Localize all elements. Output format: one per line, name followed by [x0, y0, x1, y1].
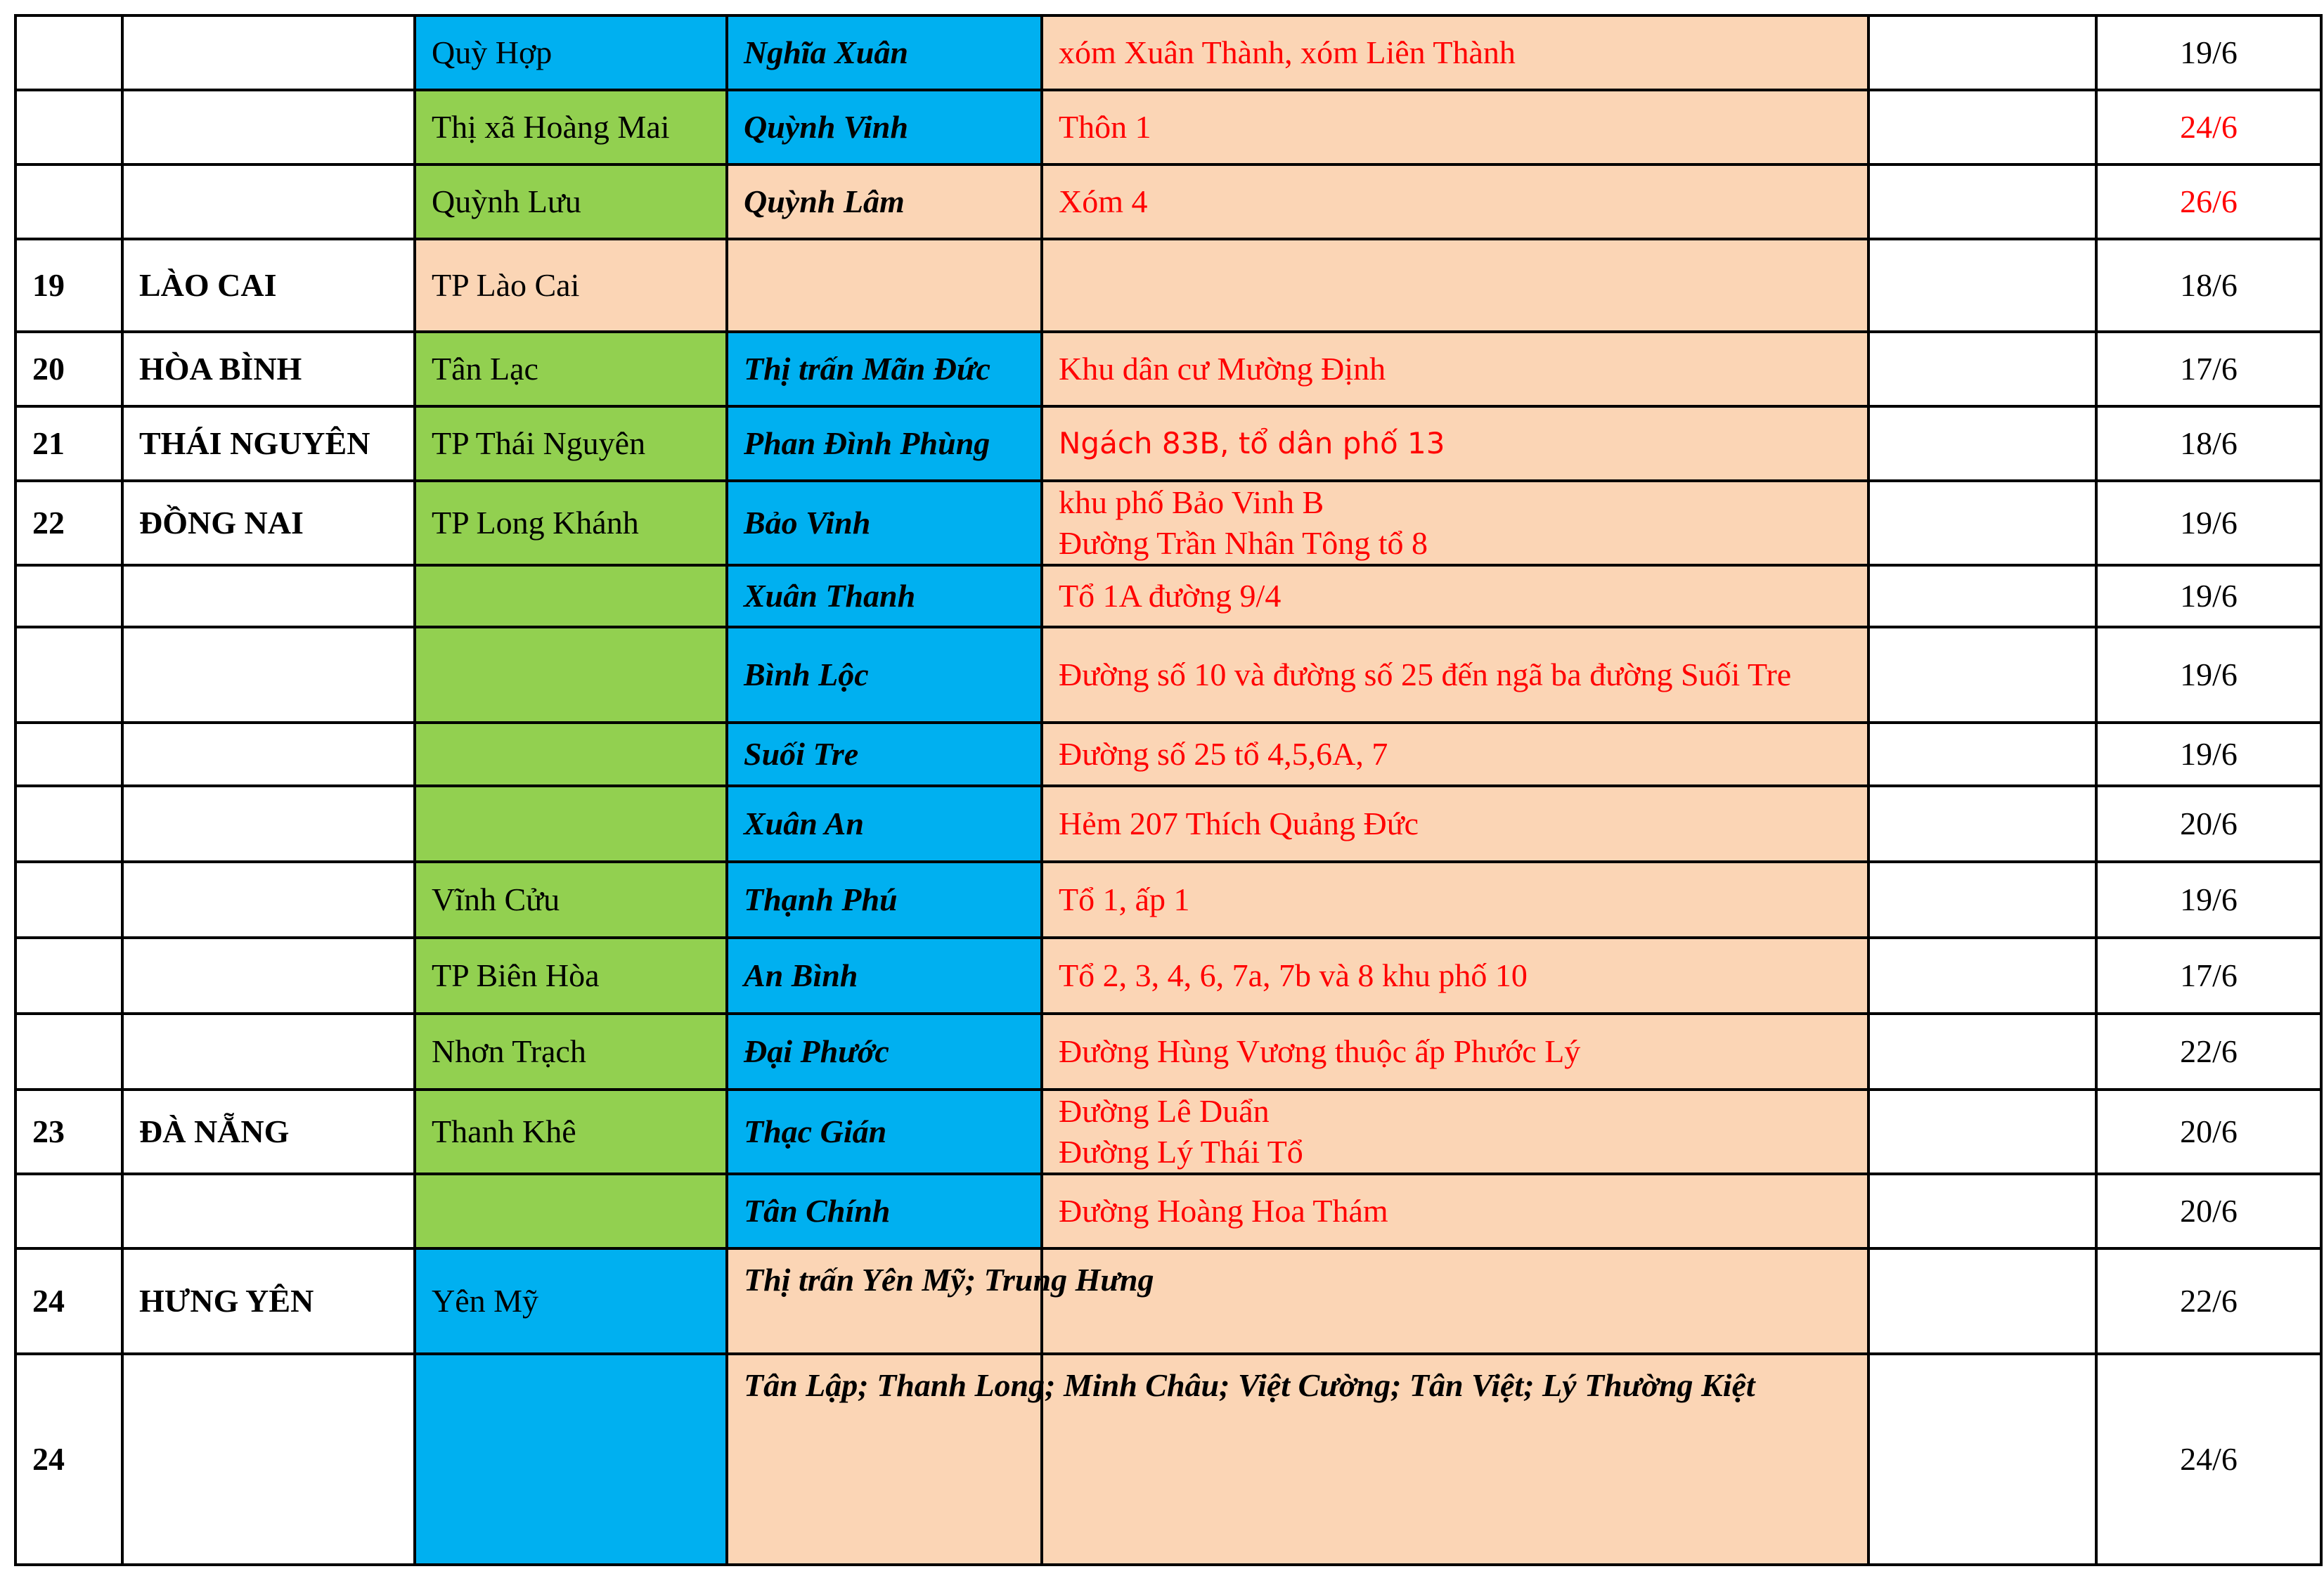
province-name: ĐÀ NẴNG — [139, 1113, 290, 1149]
location-detail: Tổ 1, ấp 1 — [1059, 881, 1190, 917]
date-cell — [2096, 164, 2321, 239]
row-number: 22 — [32, 505, 65, 541]
district-cell — [415, 481, 727, 565]
table-row — [15, 938, 2321, 1014]
district-cell — [415, 15, 727, 90]
row-number: 24 — [32, 1283, 65, 1319]
row-number-cell — [15, 406, 122, 481]
province-cell — [122, 164, 415, 239]
date-cell — [2096, 239, 2321, 332]
district-name: TP Lào Cai — [432, 267, 580, 303]
row-number-cell — [15, 786, 122, 862]
ward-cell — [727, 1354, 1755, 1565]
row-number-cell — [15, 1014, 122, 1090]
location-detail-cell — [1042, 239, 1868, 332]
province-cell — [122, 1090, 415, 1174]
date-cell — [2096, 723, 2321, 786]
ward-cell — [727, 627, 1042, 723]
date-value: 18/6 — [2180, 425, 2238, 461]
blank-cell — [1868, 90, 2096, 164]
district-name: Nhơn Trạch — [432, 1033, 586, 1069]
location-detail-cell — [1042, 481, 1868, 565]
row-number-cell — [15, 1248, 122, 1354]
blank-cell — [1868, 938, 2096, 1014]
ward-name: Xuân Thanh — [744, 578, 916, 614]
row-number: 20 — [32, 351, 65, 387]
ward-cell — [727, 1174, 1042, 1248]
location-detail-cell — [1042, 627, 1868, 723]
ward-name: Bảo Vinh — [744, 505, 871, 541]
date-value: 20/6 — [2180, 806, 2238, 841]
table-row — [15, 164, 2321, 239]
district-cell — [415, 938, 727, 1014]
row-number: 23 — [32, 1113, 65, 1149]
date-cell — [2096, 1248, 2321, 1354]
location-detail: xóm Xuân Thành, xóm Liên Thành — [1059, 34, 1516, 70]
blank-cell — [1868, 1090, 2096, 1174]
ward-name: Phan Đình Phùng — [744, 425, 990, 461]
ward-cell — [727, 1248, 1154, 1354]
table-row — [15, 332, 2321, 406]
table-row — [15, 481, 2321, 565]
location-detail-cell — [1042, 1090, 1868, 1174]
district-cell — [415, 723, 727, 786]
district-cell — [415, 1090, 727, 1174]
district-cell — [415, 1174, 727, 1248]
date-cell — [2096, 1014, 2321, 1090]
province-cell — [122, 332, 415, 406]
ward-cell — [727, 332, 1042, 406]
date-cell — [2096, 481, 2321, 565]
outbreak-location-table — [14, 14, 2323, 1566]
ward-cell — [727, 481, 1042, 565]
location-detail-cell — [1042, 15, 1868, 90]
table-row — [15, 627, 2321, 723]
row-number-cell — [15, 862, 122, 938]
district-cell — [415, 1354, 727, 1565]
blank-cell — [1868, 239, 2096, 332]
district-name: Thanh Khê — [432, 1113, 576, 1149]
location-detail: Đường Lý Thái Tổ — [1059, 1134, 1303, 1170]
district-cell — [415, 1248, 727, 1354]
location-detail: Đường Hoàng Hoa Thám — [1059, 1193, 1388, 1229]
blank-cell — [1868, 332, 2096, 406]
ward-cell — [727, 15, 1042, 90]
location-detail: Xóm 4 — [1059, 183, 1148, 219]
date-value: 18/6 — [2180, 267, 2238, 303]
ward-name: Quỳnh Vinh — [744, 109, 908, 145]
province-name: ĐỒNG NAI — [139, 505, 304, 541]
row-number-cell — [15, 90, 122, 164]
row-number-cell — [15, 723, 122, 786]
blank-cell — [1868, 862, 2096, 938]
location-detail: Khu dân cư Mường Định — [1059, 351, 1386, 387]
location-detail-cell — [1042, 862, 1868, 938]
date-value: 24/6 — [2180, 109, 2238, 145]
blank-cell — [1868, 15, 2096, 90]
blank-cell — [1868, 723, 2096, 786]
table-row — [15, 90, 2321, 164]
location-detail-cell — [1042, 1248, 1868, 1354]
district-cell — [415, 862, 727, 938]
ward-cell — [727, 723, 1042, 786]
blank-cell — [1868, 481, 2096, 565]
date-value: 19/6 — [2180, 657, 2238, 692]
date-value: 19/6 — [2180, 736, 2238, 772]
blank-cell — [1868, 164, 2096, 239]
row-number-cell — [15, 481, 122, 565]
district-cell — [415, 239, 727, 332]
table-row — [15, 1354, 2321, 1565]
date-cell — [2096, 627, 2321, 723]
row-number-cell — [15, 332, 122, 406]
ward-cell — [727, 1090, 1042, 1174]
location-detail-cell — [1042, 565, 1868, 627]
table-row — [15, 1248, 2321, 1354]
ward-name: Đại Phước — [744, 1033, 889, 1069]
ward-name: Thạnh Phú — [744, 881, 898, 917]
district-cell — [415, 786, 727, 862]
date-value: 19/6 — [2180, 505, 2238, 541]
location-detail: khu phố Bảo Vinh B — [1059, 484, 1324, 520]
ward-name: Thị trấn Yên Mỹ; Trung Hưng — [744, 1262, 1154, 1298]
date-value: 26/6 — [2180, 183, 2238, 219]
date-cell — [2096, 862, 2321, 938]
date-value: 20/6 — [2180, 1113, 2238, 1149]
table-row — [15, 862, 2321, 938]
blank-cell — [1868, 406, 2096, 481]
province-cell — [122, 565, 415, 627]
row-number-cell — [15, 164, 122, 239]
district-cell — [415, 565, 727, 627]
district-cell — [415, 627, 727, 723]
district-cell — [415, 164, 727, 239]
location-detail-cell — [1042, 723, 1868, 786]
province-cell — [122, 406, 415, 481]
location-detail-cell — [1042, 786, 1868, 862]
table-row — [15, 786, 2321, 862]
date-cell — [2096, 786, 2321, 862]
province-cell — [122, 1354, 415, 1565]
date-cell — [2096, 1090, 2321, 1174]
ward-cell — [727, 1014, 1042, 1090]
date-value: 17/6 — [2180, 351, 2238, 387]
row-number-cell — [15, 1174, 122, 1248]
district-name: TP Thái Nguyên — [432, 425, 646, 461]
ward-name: Tân Lập; Thanh Long; Minh Châu; Việt Cường; Tân Việt; Lý Thường Kiệt — [744, 1367, 1755, 1403]
district-name: Thị xã Hoàng Mai — [432, 109, 670, 145]
blank-cell — [1868, 1174, 2096, 1248]
location-detail: Đường số 25 tổ 4,5,6A, 7 — [1059, 736, 1388, 772]
province-cell — [122, 938, 415, 1014]
province-cell — [122, 481, 415, 565]
date-cell — [2096, 332, 2321, 406]
ward-name: Tân Chính — [744, 1193, 891, 1229]
province-cell — [122, 1174, 415, 1248]
ward-name: Quỳnh Lâm — [744, 183, 905, 219]
district-cell — [415, 406, 727, 481]
date-cell — [2096, 406, 2321, 481]
date-value: 22/6 — [2180, 1033, 2238, 1069]
province-cell — [122, 786, 415, 862]
date-value: 19/6 — [2180, 34, 2238, 70]
province-cell — [122, 627, 415, 723]
blank-cell — [1868, 627, 2096, 723]
province-cell — [122, 862, 415, 938]
date-value: 19/6 — [2180, 881, 2238, 917]
location-detail: Thôn 1 — [1059, 109, 1151, 145]
row-number-cell — [15, 15, 122, 90]
ward-name: Suối Tre — [744, 736, 859, 772]
ward-cell — [727, 406, 1042, 481]
date-cell — [2096, 1354, 2321, 1565]
table-row — [15, 406, 2321, 481]
blank-cell — [1868, 786, 2096, 862]
row-number-cell — [15, 1090, 122, 1174]
district-cell — [415, 332, 727, 406]
row-number: 19 — [32, 267, 65, 303]
date-cell — [2096, 15, 2321, 90]
location-detail-cell — [1042, 1174, 1868, 1248]
location-detail: Đường Hùng Vương thuộc ấp Phước Lý — [1059, 1033, 1581, 1069]
province-cell — [122, 15, 415, 90]
blank-cell — [1868, 1014, 2096, 1090]
table-row — [15, 15, 2321, 90]
location-detail-cell — [1042, 332, 1868, 406]
province-cell — [122, 90, 415, 164]
location-detail: Ngách 83B, tổ dân phố 13 — [1059, 426, 1445, 460]
row-number-cell — [15, 565, 122, 627]
ward-name: Thị trấn Mãn Đức — [744, 351, 990, 387]
ward-cell — [727, 164, 1042, 239]
province-cell — [122, 1014, 415, 1090]
table-row — [15, 565, 2321, 627]
table-row — [15, 723, 2321, 786]
date-cell — [2096, 565, 2321, 627]
date-cell — [2096, 938, 2321, 1014]
district-name: Yên Mỹ — [432, 1283, 539, 1319]
location-detail-cell — [1042, 1014, 1868, 1090]
date-value: 22/6 — [2180, 1283, 2238, 1319]
ward-name: Thạc Gián — [744, 1113, 887, 1149]
district-cell — [415, 90, 727, 164]
location-detail: Đường Trần Nhân Tông tổ 8 — [1059, 525, 1428, 561]
location-detail-cell — [1042, 90, 1868, 164]
district-name: Quỳnh Lưu — [432, 183, 581, 219]
ward-name: Xuân An — [744, 806, 864, 841]
date-cell — [2096, 90, 2321, 164]
ward-cell — [727, 565, 1042, 627]
table-row — [15, 1090, 2321, 1174]
date-value: 24/6 — [2180, 1441, 2238, 1477]
location-detail: Đường Lê Duẩn — [1059, 1093, 1270, 1129]
date-cell — [2096, 1174, 2321, 1248]
row-number-cell — [15, 627, 122, 723]
province-name: THÁI NGUYÊN — [139, 425, 370, 461]
date-value: 19/6 — [2180, 578, 2238, 614]
row-number-cell — [15, 1354, 122, 1565]
blank-cell — [1868, 1248, 2096, 1354]
table-row — [15, 239, 2321, 332]
table-row — [15, 1014, 2321, 1090]
location-detail: Hẻm 207 Thích Quảng Đức — [1059, 806, 1419, 841]
district-name: Tân Lạc — [432, 351, 538, 387]
province-name: LÀO CAI — [139, 267, 277, 303]
province-cell — [122, 723, 415, 786]
district-name: TP Long Khánh — [432, 505, 639, 541]
row-number-cell — [15, 938, 122, 1014]
ward-name: An Bình — [744, 957, 858, 993]
row-number: 21 — [32, 425, 65, 461]
location-detail-cell — [1042, 164, 1868, 239]
district-name: Vĩnh Cửu — [432, 881, 560, 917]
location-detail-cell — [1042, 406, 1868, 481]
ward-cell — [727, 862, 1042, 938]
date-value: 20/6 — [2180, 1193, 2238, 1229]
blank-cell — [1868, 1354, 2096, 1565]
ward-cell — [727, 90, 1042, 164]
district-name: TP Biên Hòa — [432, 957, 600, 993]
ward-cell — [727, 938, 1042, 1014]
location-detail-cell — [1042, 938, 1868, 1014]
row-number-cell — [15, 239, 122, 332]
district-cell — [415, 1014, 727, 1090]
ward-name: Nghĩa Xuân — [744, 34, 908, 70]
province-cell — [122, 1248, 415, 1354]
location-detail: Tổ 2, 3, 4, 6, 7a, 7b và 8 khu phố 10 — [1059, 957, 1528, 993]
province-name: HÒA BÌNH — [139, 351, 302, 387]
table-row — [15, 1174, 2321, 1248]
location-detail: Tổ 1A đường 9/4 — [1059, 578, 1282, 614]
ward-cell — [727, 239, 1042, 332]
date-value: 17/6 — [2180, 957, 2238, 993]
ward-name: Bình Lộc — [744, 657, 869, 692]
blank-cell — [1868, 565, 2096, 627]
province-cell — [122, 239, 415, 332]
province-name: HƯNG YÊN — [139, 1283, 314, 1319]
district-name: Quỳ Hợp — [432, 34, 553, 70]
location-detail: Đường số 10 và đường số 25 đến ngã ba đường Suối Tre — [1059, 657, 1792, 692]
ward-cell — [727, 786, 1042, 862]
row-number: 24 — [32, 1441, 65, 1477]
